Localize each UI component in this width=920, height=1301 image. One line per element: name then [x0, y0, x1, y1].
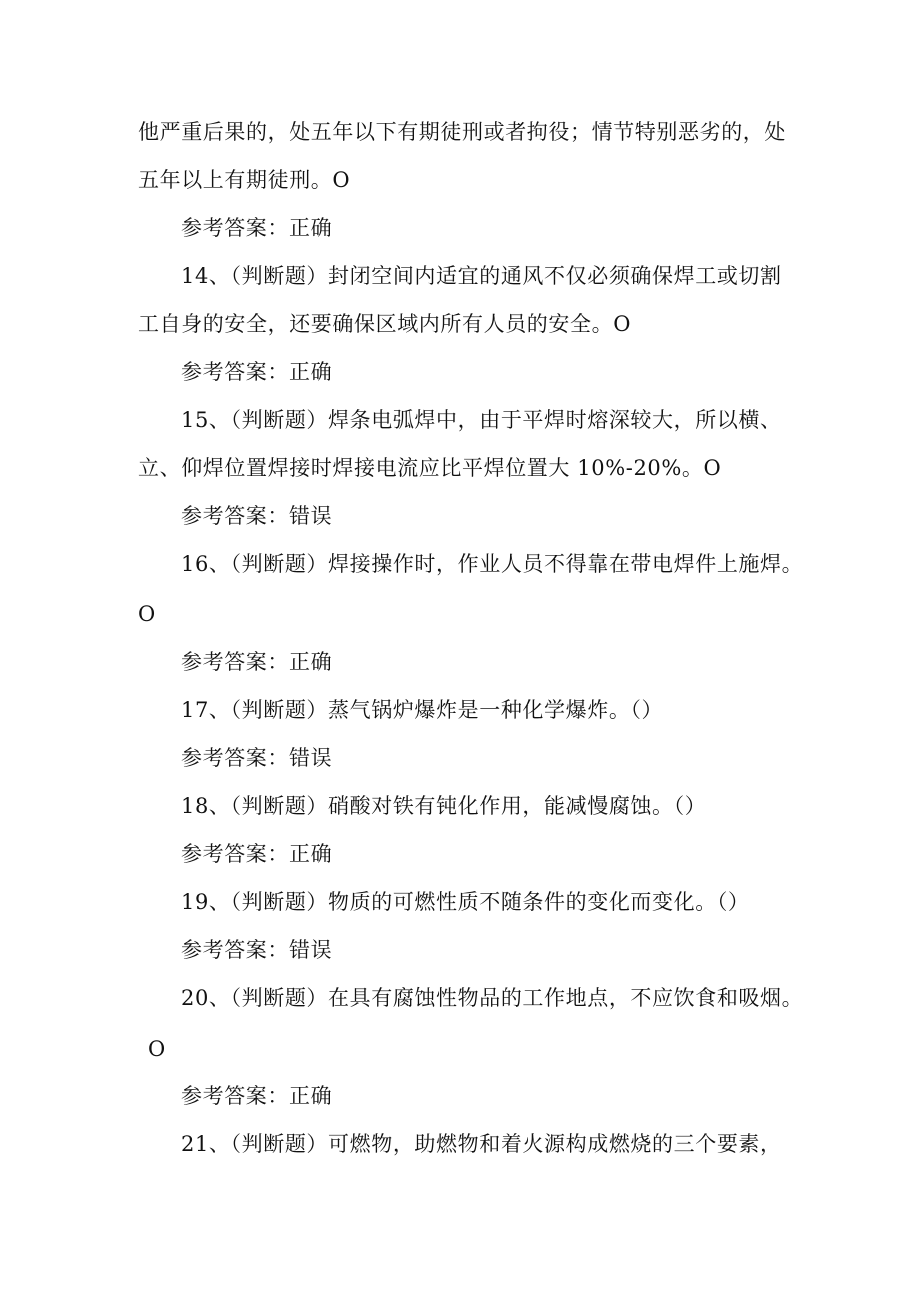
answer-15: 参考答案：错误 [181, 504, 333, 528]
question-16-line-1: 16、（判断题）焊接操作时，作业人员不得靠在带电焊件上施焊。 [181, 552, 804, 576]
question-14-line-2: 工自身的安全，还要确保区域内所有人员的安全。O [138, 312, 632, 336]
answer-16: 参考答案：正确 [181, 650, 333, 674]
question-18: 18、（判断题）硝酸对铁有钝化作用，能减慢腐蚀。（） [181, 794, 707, 818]
question-20-line-1: 20、（判断题）在具有腐蚀性物品的工作地点，不应饮食和吸烟。 [181, 986, 804, 1010]
answer-19: 参考答案：错误 [181, 938, 333, 962]
answer-13: 参考答案：正确 [181, 216, 333, 240]
answer-18: 参考答案：正确 [181, 842, 333, 866]
question-15-line-2: 立、仰焊位置焊接时焊接电流应比平焊位置大 10%-20%。O [138, 456, 722, 480]
answer-20: 参考答案：正确 [181, 1084, 333, 1108]
question-13-continuation-line-2: 五年以上有期徒刑。O [138, 168, 351, 192]
question-14-line-1: 14、（判断题）封闭空间内适宜的通风不仅必须确保焊工或切割 [181, 264, 782, 288]
question-15-line-1: 15、（判断题）焊条电弧焊中，由于平焊时熔深较大，所以横、 [181, 408, 782, 432]
question-16-line-2: O [138, 602, 156, 626]
answer-17: 参考答案：错误 [181, 746, 333, 770]
question-20-line-2: O [148, 1037, 166, 1061]
question-13-continuation-line-1: 他严重后果的，处五年以下有期徒刑或者拘役；情节特别恶劣的，处 [138, 120, 786, 144]
answer-14: 参考答案：正确 [181, 360, 333, 384]
question-21-line-1: 21、（判断题）可燃物，助燃物和着火源构成燃烧的三个要素， [181, 1132, 782, 1156]
question-19: 19、（判断题）物质的可燃性质不随条件的变化而变化。（） [181, 890, 750, 914]
question-17: 17、（判断题）蒸气锅炉爆炸是一种化学爆炸。（） [181, 698, 664, 722]
